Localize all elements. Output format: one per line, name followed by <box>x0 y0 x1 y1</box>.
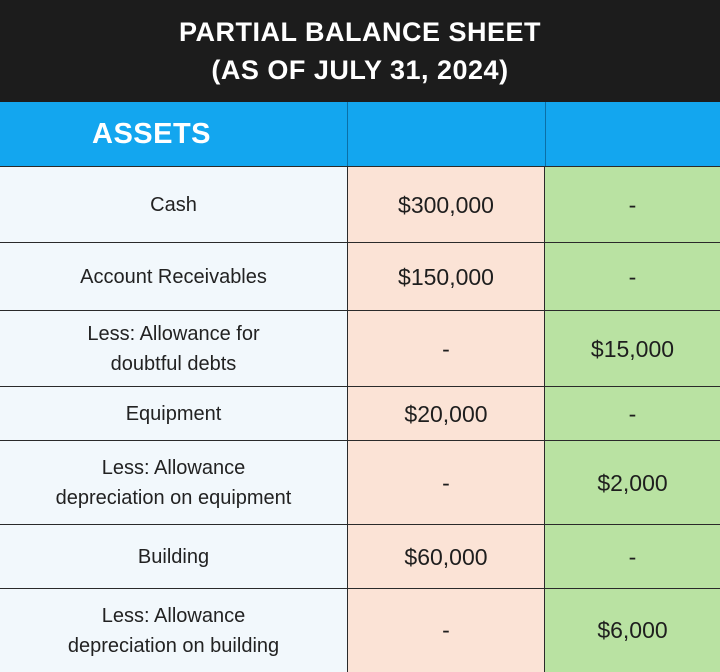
table-row-equipment <box>0 386 720 441</box>
row-label-line2: doubtful debts <box>110 353 237 375</box>
row-debit-amount: $20,000 <box>347 387 545 441</box>
row-label-line1: Less: Allowance <box>101 457 246 479</box>
row-label-line2: depreciation on building <box>67 634 280 657</box>
sheet-header <box>0 0 720 102</box>
assets-label: ASSETS <box>92 117 212 150</box>
row-label-line1: Account Receivables <box>80 266 267 288</box>
row-credit-amount: $6,000 <box>545 589 720 672</box>
row-label-line1: Building <box>137 546 210 568</box>
row-label <box>0 167 347 243</box>
row-debit-amount: - <box>347 311 545 387</box>
row-label <box>0 387 347 441</box>
row-credit-amount: - <box>545 387 720 441</box>
row-label <box>0 525 347 589</box>
row-label-line2: depreciation on equipment <box>55 487 292 509</box>
column-divider <box>545 102 546 166</box>
row-label <box>0 243 347 311</box>
sheet-date: (AS OF JULY 31, 2024) <box>211 55 509 85</box>
row-label-line1: Less: Allowance <box>101 604 246 627</box>
row-debit-amount: - <box>347 441 545 525</box>
row-label <box>0 441 347 525</box>
column-divider <box>347 102 348 166</box>
row-credit-amount: $15,000 <box>545 311 720 387</box>
table-row-cash <box>0 166 720 243</box>
row-credit-amount: - <box>545 167 720 243</box>
row-label-line1: Less: Allowance for <box>87 323 260 345</box>
row-debit-amount: $60,000 <box>347 525 545 589</box>
row-credit-amount: $2,000 <box>545 441 720 525</box>
row-credit-amount: - <box>545 243 720 311</box>
row-label <box>0 589 347 672</box>
assets-section-header <box>0 102 720 166</box>
row-debit-amount: - <box>347 589 545 672</box>
sheet-title: PARTIAL BALANCE SHEET <box>178 17 541 47</box>
row-credit-amount: - <box>545 525 720 589</box>
row-label <box>0 311 347 387</box>
table-row-building <box>0 524 720 589</box>
table-row-depreciation-building <box>0 588 720 672</box>
row-label-line1: Cash <box>150 194 197 216</box>
row-label-line1: Equipment <box>125 403 222 425</box>
table-row-allowance-doubtful-debts <box>0 310 720 387</box>
row-debit-amount: $300,000 <box>347 167 545 243</box>
table-row-depreciation-equipment <box>0 440 720 525</box>
table-row-account-receivables <box>0 242 720 311</box>
row-debit-amount: $150,000 <box>347 243 545 311</box>
